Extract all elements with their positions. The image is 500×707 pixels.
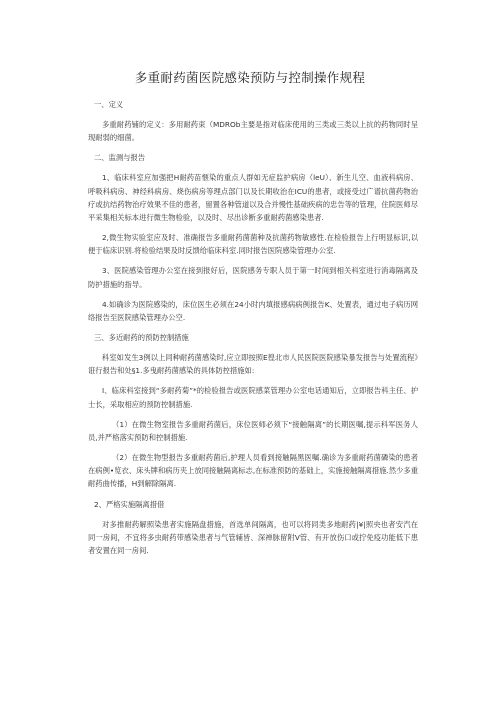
document-title: 多重耐药菌医院感染预防与控制操作规程 (134, 70, 366, 85)
isolation-heading: 2、严格实施隔离措借 (94, 499, 165, 509)
control-subparagraph-2: （2）在微生物型报告多重耐药菌后,护理人员看到接触隔黑医嘱.确诊为多重耐药菌磷染的患者在病例•览衣、床头牌和病历夹上放同接触隔离标志,在标准预防的基础上，实施接触隔离措施.然少多重耐药曲传播，H到解除隔离. (88, 453, 419, 489)
monitoring-paragraph-2: 2,微生物实验室应及时、准确报告多重耐药菌菌种及抗菌药物敏感性.在检验报告上行明显标识,以便于临床识别.将检验结果及时反馈给临床科室.同时报告医院感染管理办公室. (88, 233, 418, 256)
control-intro-paragraph: 科室如发生3例以上同种耐药菌感染时,应立即按照E徨北市人民医院医院感染暴发报告与处置流程》诳行报告和处§1.多曳耐药菌感染的具体防控措施如: (88, 353, 418, 376)
section-heading-monitoring: 二、监测与报告 (94, 153, 146, 163)
section-heading-control: 三、多近耐药的预防控制措施 (94, 333, 189, 343)
definition-paragraph: 多重耐药铺的定义：多用耐药束（MDROb主要是指对临床使用的三类或三类以上抗的药物同时呈现耐弱的细菌。 (88, 120, 418, 143)
monitoring-paragraph-1: 1、临床科室应加强把H耐药苗惬染的重点人群如无症监护病房（leU）、新生儿空、血液科病房、呼吸科病房、神经科病房、烧伤病房等理点部门以及长期收治在ICU的患者，或接受过广谱抗菌药物治疗或抗结药物治疗效果不佳的患者，留置各种管道以及合并慢性基础疾病的忠告等的管理，住院医师尽平采集相关标本进行微生物检验，以及时、尽出诊断多重耐药菌感染患者. (88, 173, 418, 223)
control-subparagraph-1: （1）在微生物室报告多重耐药菌后，床位医师必须下“接触隔离”的长期医嘱,提示科军医务人员,并严格落实预防和控制措施. (88, 419, 418, 442)
isolation-paragraph: 对多推耐药解照染患者实施隔盘措施，首选单间隔离，也可以将同类多地耐药|¥|照央也者安汽在同一房间，不宜将多虫耐药带感染患者与气管辅皆、深禅脉留附V管、有开放伤口或拧免疫功能低下患者安置在同一房间. (88, 519, 418, 556)
monitoring-paragraph-3: 3、医院感染管理办公室在接到报好后，医院感务专职人员于第一时间到相关科室进行消毒隔离及防护措施的指导。 (88, 266, 418, 289)
document-body (88, 98, 418, 564)
section-heading-definition: 一、定义 (94, 100, 124, 109)
monitoring-paragraph-4: 4.如确诊为医院感染的，床位医生必须在24小时内填报感病病例报告K、处置表，通过电子病历网络报告至医院感染管理办公空. (88, 299, 418, 322)
control-paragraph-1: I、临床科室接到“多耐药菊”*的检验报告或医院感菜管理办公室电话通知后，立即报告科主任、护士长，采取相应的预防控制措施. (88, 386, 418, 409)
